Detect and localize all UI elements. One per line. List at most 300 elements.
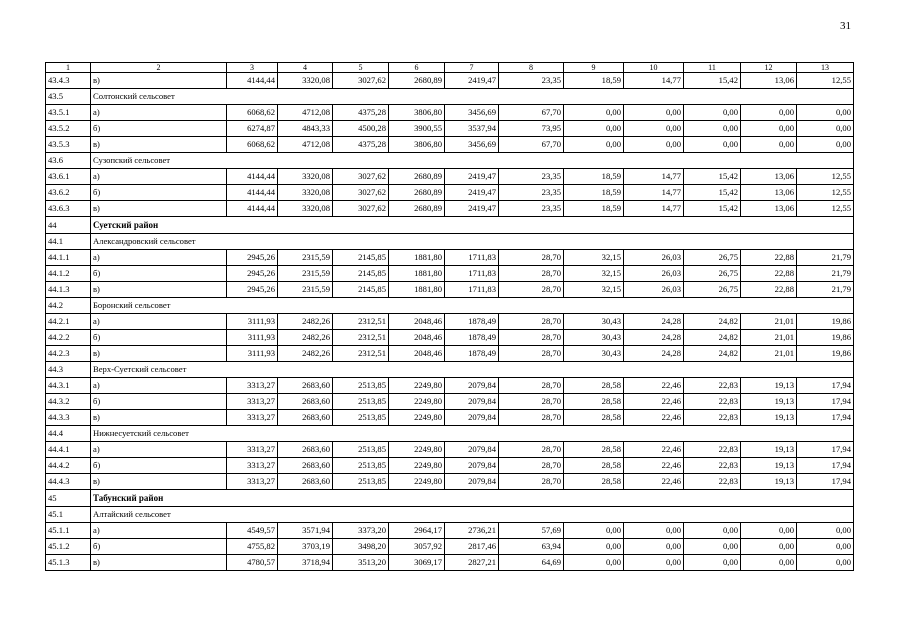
value-cell: 2145,85	[333, 266, 389, 282]
row-variant: б)	[91, 121, 227, 137]
value-cell: 3320,08	[278, 169, 333, 185]
council-row	[46, 298, 854, 314]
value-cell: 67,70	[499, 105, 564, 121]
value-cell: 17,94	[797, 378, 854, 394]
value-cell: 14,77	[624, 201, 684, 217]
table-row	[46, 458, 854, 474]
value-cell: 3313,27	[227, 394, 278, 410]
value-cell: 19,86	[797, 314, 854, 330]
value-cell: 17,94	[797, 474, 854, 490]
value-cell: 3313,27	[227, 474, 278, 490]
value-cell: 19,13	[741, 474, 797, 490]
value-cell: 22,88	[741, 282, 797, 298]
value-cell: 21,01	[741, 346, 797, 362]
row-variant: а)	[91, 442, 227, 458]
value-cell: 28,58	[564, 378, 624, 394]
value-cell: 2513,85	[333, 410, 389, 426]
council-title: Александровский сельсовет	[91, 234, 854, 250]
row-variant: в)	[91, 73, 227, 89]
value-cell: 2419,47	[445, 201, 499, 217]
value-cell: 2145,85	[333, 250, 389, 266]
council-title: Сузопский сельсовет	[91, 153, 854, 169]
value-cell: 32,15	[564, 250, 624, 266]
value-cell: 2817,46	[445, 539, 499, 555]
value-cell: 24,28	[624, 346, 684, 362]
value-cell: 3027,62	[333, 185, 389, 201]
value-cell: 12,55	[797, 201, 854, 217]
row-variant: в)	[91, 282, 227, 298]
value-cell: 0,00	[797, 121, 854, 137]
value-cell: 3806,80	[389, 137, 445, 153]
value-cell: 15,42	[684, 201, 741, 217]
row-code: 44	[46, 217, 91, 234]
column-header: 4	[278, 63, 333, 73]
value-cell: 22,83	[684, 442, 741, 458]
value-cell: 3320,08	[278, 73, 333, 89]
value-cell: 0,00	[564, 523, 624, 539]
value-cell: 32,15	[564, 266, 624, 282]
value-cell: 3069,17	[389, 555, 445, 571]
row-code: 45	[46, 490, 91, 507]
value-cell: 1878,49	[445, 346, 499, 362]
value-cell: 0,00	[624, 539, 684, 555]
value-cell: 2315,59	[278, 266, 333, 282]
value-cell: 0,00	[684, 105, 741, 121]
row-code: 44.3	[46, 362, 91, 378]
row-code: 43.5.1	[46, 105, 91, 121]
value-cell: 28,58	[564, 474, 624, 490]
table-row	[46, 266, 854, 282]
value-cell: 26,03	[624, 250, 684, 266]
value-cell: 4144,44	[227, 201, 278, 217]
column-header: 10	[624, 63, 684, 73]
value-cell: 24,82	[684, 346, 741, 362]
value-cell: 4375,28	[333, 105, 389, 121]
row-code: 44.2.2	[46, 330, 91, 346]
value-cell: 2079,84	[445, 458, 499, 474]
page-number: 31	[840, 20, 851, 32]
value-cell: 15,42	[684, 185, 741, 201]
value-cell: 2079,84	[445, 442, 499, 458]
value-cell: 2513,85	[333, 442, 389, 458]
value-cell: 4144,44	[227, 73, 278, 89]
value-cell: 0,00	[564, 539, 624, 555]
value-cell: 22,46	[624, 394, 684, 410]
value-cell: 0,00	[564, 555, 624, 571]
value-cell: 3513,20	[333, 555, 389, 571]
value-cell: 28,70	[499, 410, 564, 426]
district-title: Табунский район	[91, 490, 854, 507]
value-cell: 12,55	[797, 169, 854, 185]
value-cell: 57,69	[499, 523, 564, 539]
row-variant: в)	[91, 137, 227, 153]
column-header: 13	[797, 63, 854, 73]
value-cell: 2945,26	[227, 266, 278, 282]
value-cell: 1711,83	[445, 282, 499, 298]
value-cell: 32,15	[564, 282, 624, 298]
value-cell: 3027,62	[333, 201, 389, 217]
value-cell: 3320,08	[278, 201, 333, 217]
value-cell: 17,94	[797, 410, 854, 426]
value-cell: 19,13	[741, 410, 797, 426]
value-cell: 2249,80	[389, 394, 445, 410]
value-cell: 21,79	[797, 266, 854, 282]
value-cell: 0,00	[624, 105, 684, 121]
value-cell: 2945,26	[227, 250, 278, 266]
value-cell: 14,77	[624, 169, 684, 185]
table-row	[46, 346, 854, 362]
value-cell: 17,94	[797, 458, 854, 474]
row-code: 44.1.1	[46, 250, 91, 266]
row-code: 43.4.3	[46, 73, 91, 89]
row-variant: а)	[91, 314, 227, 330]
value-cell: 22,46	[624, 410, 684, 426]
value-cell: 2048,46	[389, 330, 445, 346]
value-cell: 22,83	[684, 474, 741, 490]
value-cell: 2315,59	[278, 282, 333, 298]
value-cell: 3111,93	[227, 330, 278, 346]
value-cell: 3571,94	[278, 523, 333, 539]
row-variant: а)	[91, 250, 227, 266]
row-code: 44.1	[46, 234, 91, 250]
row-variant: б)	[91, 394, 227, 410]
table-row	[46, 137, 854, 153]
district-title: Суетский район	[91, 217, 854, 234]
value-cell: 1711,83	[445, 250, 499, 266]
value-cell: 4712,08	[278, 137, 333, 153]
value-cell: 28,70	[499, 378, 564, 394]
council-title: Нижнесуетский сельсовет	[91, 426, 854, 442]
value-cell: 3111,93	[227, 346, 278, 362]
value-cell: 19,13	[741, 378, 797, 394]
value-cell: 1878,49	[445, 314, 499, 330]
value-cell: 1881,80	[389, 282, 445, 298]
value-cell: 28,58	[564, 458, 624, 474]
value-cell: 18,59	[564, 73, 624, 89]
value-cell: 2419,47	[445, 73, 499, 89]
value-cell: 12,55	[797, 185, 854, 201]
table-row	[46, 330, 854, 346]
value-cell: 28,70	[499, 314, 564, 330]
row-code: 44.4	[46, 426, 91, 442]
value-cell: 21,01	[741, 314, 797, 330]
value-cell: 0,00	[741, 555, 797, 571]
value-cell: 1881,80	[389, 250, 445, 266]
value-cell: 28,58	[564, 442, 624, 458]
row-code: 44.1.3	[46, 282, 91, 298]
value-cell: 17,94	[797, 442, 854, 458]
value-cell: 4549,57	[227, 523, 278, 539]
value-cell: 13,06	[741, 169, 797, 185]
value-cell: 23,35	[499, 169, 564, 185]
row-code: 43.5	[46, 89, 91, 105]
value-cell: 2680,89	[389, 185, 445, 201]
value-cell: 3718,94	[278, 555, 333, 571]
row-code: 45.1	[46, 507, 91, 523]
value-cell: 4780,57	[227, 555, 278, 571]
value-cell: 28,70	[499, 266, 564, 282]
value-cell: 18,59	[564, 169, 624, 185]
header-row	[46, 63, 854, 73]
table-row	[46, 394, 854, 410]
row-code: 43.6.1	[46, 169, 91, 185]
value-cell: 0,00	[684, 539, 741, 555]
value-cell: 28,70	[499, 282, 564, 298]
table-row	[46, 105, 854, 121]
table-row	[46, 442, 854, 458]
table-row	[46, 73, 854, 89]
value-cell: 19,86	[797, 346, 854, 362]
value-cell: 3703,19	[278, 539, 333, 555]
row-code: 44.2.3	[46, 346, 91, 362]
value-cell: 3027,62	[333, 73, 389, 89]
value-cell: 0,00	[564, 137, 624, 153]
value-cell: 63,94	[499, 539, 564, 555]
value-cell: 28,70	[499, 458, 564, 474]
value-cell: 0,00	[741, 523, 797, 539]
value-cell: 0,00	[684, 555, 741, 571]
row-variant: в)	[91, 346, 227, 362]
row-code: 43.5.3	[46, 137, 91, 153]
value-cell: 28,70	[499, 394, 564, 410]
value-cell: 2683,60	[278, 474, 333, 490]
value-cell: 24,82	[684, 314, 741, 330]
value-cell: 22,83	[684, 378, 741, 394]
value-cell: 28,58	[564, 394, 624, 410]
row-variant: а)	[91, 523, 227, 539]
table-row	[46, 250, 854, 266]
row-variant: в)	[91, 410, 227, 426]
row-variant: б)	[91, 458, 227, 474]
value-cell: 2315,59	[278, 250, 333, 266]
row-code: 44.1.2	[46, 266, 91, 282]
column-header: 7	[445, 63, 499, 73]
value-cell: 3320,08	[278, 185, 333, 201]
table-row	[46, 282, 854, 298]
value-cell: 2683,60	[278, 394, 333, 410]
row-code: 44.3.2	[46, 394, 91, 410]
value-cell: 15,42	[684, 169, 741, 185]
value-cell: 14,77	[624, 73, 684, 89]
value-cell: 0,00	[797, 105, 854, 121]
row-code: 43.5.2	[46, 121, 91, 137]
value-cell: 0,00	[741, 105, 797, 121]
value-cell: 2312,51	[333, 346, 389, 362]
row-code: 44.4.3	[46, 474, 91, 490]
column-header: 3	[227, 63, 278, 73]
value-cell: 2683,60	[278, 410, 333, 426]
value-cell: 22,46	[624, 458, 684, 474]
row-variant: а)	[91, 169, 227, 185]
value-cell: 28,70	[499, 346, 564, 362]
value-cell: 6274,87	[227, 121, 278, 137]
value-cell: 19,13	[741, 442, 797, 458]
council-row	[46, 89, 854, 105]
value-cell: 73,95	[499, 121, 564, 137]
value-cell: 4500,28	[333, 121, 389, 137]
value-cell: 22,88	[741, 266, 797, 282]
value-cell: 22,46	[624, 378, 684, 394]
value-cell: 23,35	[499, 201, 564, 217]
value-cell: 0,00	[741, 137, 797, 153]
value-cell: 3057,92	[389, 539, 445, 555]
value-cell: 2827,21	[445, 555, 499, 571]
value-cell: 1878,49	[445, 330, 499, 346]
value-cell: 2312,51	[333, 330, 389, 346]
value-cell: 1881,80	[389, 266, 445, 282]
council-row	[46, 234, 854, 250]
value-cell: 0,00	[624, 555, 684, 571]
value-cell: 13,06	[741, 201, 797, 217]
value-cell: 26,75	[684, 282, 741, 298]
value-cell: 28,70	[499, 474, 564, 490]
value-cell: 2145,85	[333, 282, 389, 298]
council-row	[46, 426, 854, 442]
value-cell: 2249,80	[389, 474, 445, 490]
value-cell: 3313,27	[227, 458, 278, 474]
value-cell: 3456,69	[445, 137, 499, 153]
value-cell: 3313,27	[227, 378, 278, 394]
council-title: Солтонский сельсовет	[91, 89, 854, 105]
value-cell: 12,55	[797, 73, 854, 89]
row-code: 44.3.3	[46, 410, 91, 426]
value-cell: 15,42	[684, 73, 741, 89]
value-cell: 0,00	[684, 137, 741, 153]
value-cell: 3027,62	[333, 169, 389, 185]
value-cell: 2513,85	[333, 458, 389, 474]
table-row	[46, 121, 854, 137]
table-row	[46, 314, 854, 330]
value-cell: 2249,80	[389, 442, 445, 458]
value-cell: 2964,17	[389, 523, 445, 539]
value-cell: 3456,69	[445, 105, 499, 121]
value-cell: 0,00	[624, 137, 684, 153]
value-cell: 4712,08	[278, 105, 333, 121]
value-cell: 2513,85	[333, 394, 389, 410]
value-cell: 24,28	[624, 314, 684, 330]
value-cell: 2736,21	[445, 523, 499, 539]
value-cell: 0,00	[564, 105, 624, 121]
column-header: 11	[684, 63, 741, 73]
table-row	[46, 539, 854, 555]
value-cell: 0,00	[684, 523, 741, 539]
value-cell: 17,94	[797, 394, 854, 410]
value-cell: 4144,44	[227, 169, 278, 185]
row-code: 43.6.3	[46, 201, 91, 217]
value-cell: 2079,84	[445, 474, 499, 490]
value-cell: 22,83	[684, 410, 741, 426]
value-cell: 3806,80	[389, 105, 445, 121]
value-cell: 4843,33	[278, 121, 333, 137]
value-cell: 3313,27	[227, 442, 278, 458]
column-header: 5	[333, 63, 389, 73]
district-row	[46, 490, 854, 507]
value-cell: 14,77	[624, 185, 684, 201]
value-cell: 3900,55	[389, 121, 445, 137]
value-cell: 19,86	[797, 330, 854, 346]
value-cell: 21,79	[797, 282, 854, 298]
value-cell: 22,88	[741, 250, 797, 266]
value-cell: 2482,26	[278, 330, 333, 346]
table-row	[46, 474, 854, 490]
value-cell: 2680,89	[389, 73, 445, 89]
column-header: 1	[46, 63, 91, 73]
table-row	[46, 378, 854, 394]
value-cell: 3498,20	[333, 539, 389, 555]
value-cell: 28,70	[499, 250, 564, 266]
value-cell: 2482,26	[278, 346, 333, 362]
value-cell: 22,46	[624, 442, 684, 458]
value-cell: 0,00	[797, 523, 854, 539]
table-row	[46, 201, 854, 217]
council-title: Верх-Суетский сельсовет	[91, 362, 854, 378]
value-cell: 1711,83	[445, 266, 499, 282]
column-header: 2	[91, 63, 227, 73]
row-code: 45.1.3	[46, 555, 91, 571]
value-cell: 0,00	[564, 121, 624, 137]
value-cell: 30,43	[564, 346, 624, 362]
value-cell: 21,01	[741, 330, 797, 346]
value-cell: 0,00	[797, 539, 854, 555]
value-cell: 0,00	[797, 137, 854, 153]
column-header: 12	[741, 63, 797, 73]
value-cell: 0,00	[741, 539, 797, 555]
value-cell: 22,83	[684, 458, 741, 474]
council-row	[46, 362, 854, 378]
value-cell: 6068,62	[227, 105, 278, 121]
row-code: 44.3.1	[46, 378, 91, 394]
table-row	[46, 410, 854, 426]
value-cell: 2312,51	[333, 314, 389, 330]
value-cell: 0,00	[624, 121, 684, 137]
value-cell: 3537,94	[445, 121, 499, 137]
value-cell: 26,03	[624, 282, 684, 298]
value-cell: 26,75	[684, 266, 741, 282]
row-code: 43.6	[46, 153, 91, 169]
value-cell: 30,43	[564, 330, 624, 346]
council-title: Боронский сельсовет	[91, 298, 854, 314]
value-cell: 2683,60	[278, 442, 333, 458]
row-code: 43.6.2	[46, 185, 91, 201]
column-header: 6	[389, 63, 445, 73]
row-code: 44.2.1	[46, 314, 91, 330]
value-cell: 2079,84	[445, 410, 499, 426]
value-cell: 28,70	[499, 330, 564, 346]
council-title: Алтайский сельсовет	[91, 507, 854, 523]
value-cell: 13,06	[741, 73, 797, 89]
value-cell: 2482,26	[278, 314, 333, 330]
value-cell: 2680,89	[389, 169, 445, 185]
value-cell: 2513,85	[333, 378, 389, 394]
council-row	[46, 153, 854, 169]
column-header: 8	[499, 63, 564, 73]
row-variant: б)	[91, 330, 227, 346]
value-cell: 24,28	[624, 330, 684, 346]
row-code: 45.1.1	[46, 523, 91, 539]
row-code: 45.1.2	[46, 539, 91, 555]
table-row	[46, 523, 854, 539]
value-cell: 24,82	[684, 330, 741, 346]
value-cell: 30,43	[564, 314, 624, 330]
value-cell: 13,06	[741, 185, 797, 201]
value-cell: 2513,85	[333, 474, 389, 490]
value-cell: 23,35	[499, 73, 564, 89]
table-row	[46, 185, 854, 201]
row-code: 44.4.2	[46, 458, 91, 474]
row-variant: а)	[91, 105, 227, 121]
value-cell: 18,59	[564, 185, 624, 201]
value-cell: 19,13	[741, 394, 797, 410]
